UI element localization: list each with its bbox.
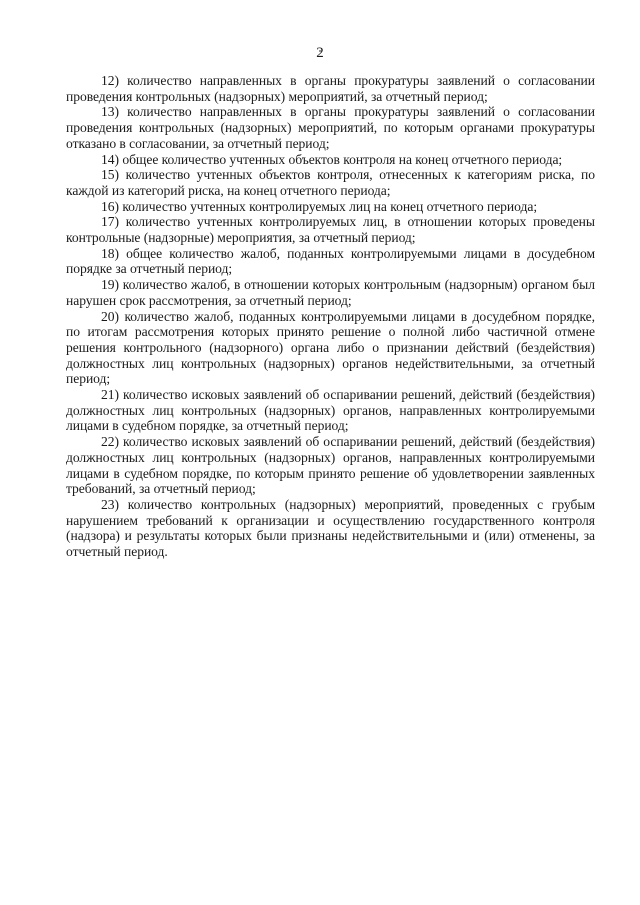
page-number: 2 (316, 45, 324, 61)
list-item-20: 20) количество жалоб, поданных контролируемыми лицами в досудебном порядке, по итогам рассмотрения которых принято решение о полной либо частичной отмене решения контрольного (надзорного) органа либо о признании действий (бездействия) должностных лиц контрольных (надзорных) органов недействительными, за отчетный период; (66, 308, 595, 387)
list-item-12: 12) количество направленных в органы прокуратуры заявлений о согласовании проведения контрольных (надзорных) мероприятий, за отчетный период; (66, 73, 595, 104)
list-item-16: 16) количество учтенных контролируемых лиц на конец отчетного периода; (101, 198, 538, 214)
list-item-21: 21) количество исковых заявлений об оспаривании решений, действий (бездействия) должностных лиц контрольных (надзорных) органов, направленных контролируемыми лицами в судебном порядке, за отчетный период; (66, 387, 595, 434)
list-item-17: 17) количество учтенных контролируемых лиц, в отношении которых проведены контрольные (надзорные) мероприятия, за отчетный период; (66, 214, 595, 246)
list-item-14: 14) общее количество учтенных объектов контроля на конец отчетного периода; (101, 151, 563, 167)
list-item-19: 19) количество жалоб, в отношении которых контрольным (надзорным) органом был нарушен срок рассмотрения, за отчетный период; (66, 277, 595, 308)
list-item-22: 22) количество исковых заявлений об оспаривании решений, действий (бездействия) должностных лиц контрольных (надзорных) органов, направленных контролируемыми лицами в судебном порядке, по которым принято решение об удовлетворении заявленных требований, за отчетный период; (66, 434, 595, 497)
list-item-13: 13) количество направленных в органы прокуратуры заявлений о согласовании проведения контрольных (надзорных) мероприятий, по которым органами прокуратуры отказано в согласовании, за отчетный период; (66, 104, 595, 151)
list-item-23: 23) количество контрольных (надзорных) мероприятий, проведенных с грубым нарушением требований к организации и осуществлению государственного контроля (надзора) и результаты которых были признаны недействительными и (или) отменены, за отчетный период. (66, 496, 595, 560)
list-item-18: 18) общее количество жалоб, поданных контролируемыми лицами в досудебном порядке за отчетный период; (66, 245, 595, 277)
list-item-15: 15) количество учтенных объектов контроля, отнесенных к категориям риска, по каждой из категорий риска, на конец отчетного периода; (66, 167, 595, 198)
document-body (66, 73, 595, 560)
